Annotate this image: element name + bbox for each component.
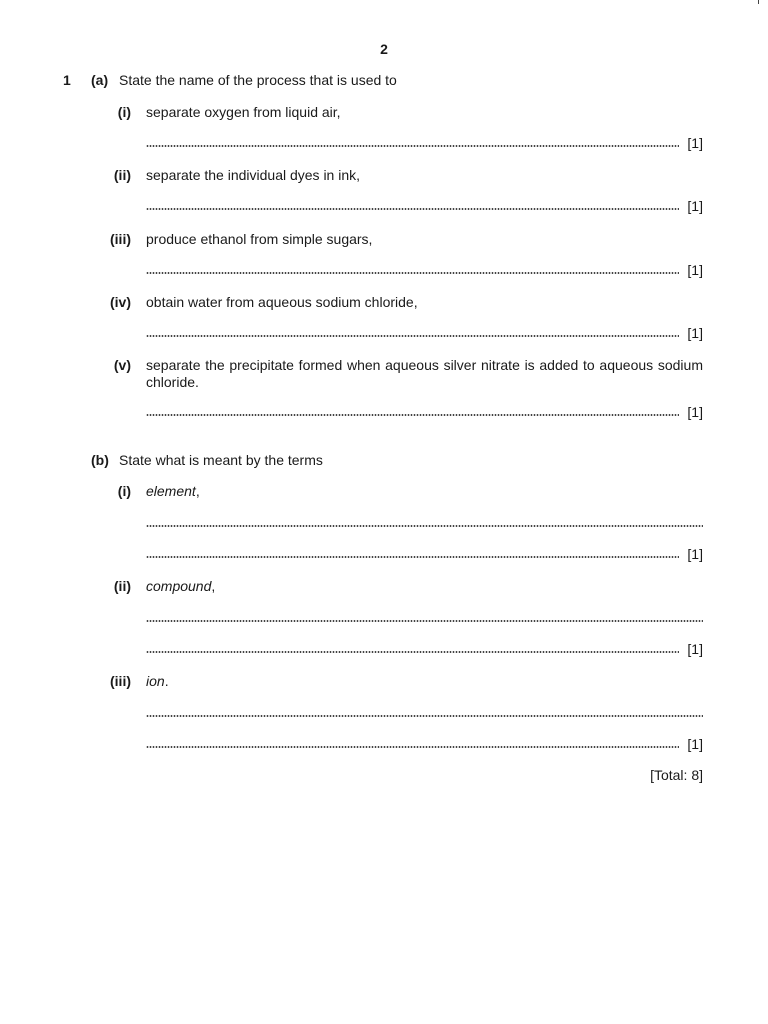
answer-line-a-ii[interactable]	[146, 197, 703, 215]
dotted-line	[146, 144, 679, 148]
part-b-prompt: State what is meant by the terms	[119, 452, 323, 468]
part-a-iii-label: (iii)	[110, 231, 131, 247]
answer-line-b-ii-1[interactable]	[146, 609, 703, 627]
total-marks: [Total: 8]	[650, 767, 703, 783]
part-b-i-label: (i)	[117, 483, 131, 499]
answer-line-b-i-1[interactable]	[146, 514, 703, 532]
mark-allocation: [1]	[687, 546, 703, 562]
part-b-iii-text	[146, 673, 169, 689]
part-b-i-text	[146, 483, 200, 499]
mark-allocation: [1]	[687, 641, 703, 657]
dotted-line	[146, 619, 703, 623]
answer-line-b-iii-2[interactable]	[146, 735, 703, 753]
part-a-iii-text: produce ethanol from simple sugars,	[146, 231, 373, 247]
part-a-i-label: (i)	[117, 104, 131, 120]
mark-allocation: [1]	[687, 262, 703, 278]
dotted-line	[146, 334, 679, 338]
part-a-i-text: separate oxygen from liquid air,	[146, 104, 341, 120]
part-a-ii-text: separate the individual dyes in ink,	[146, 167, 361, 183]
part-b-ii-label: (ii)	[113, 578, 131, 594]
mark-allocation: [1]	[687, 135, 703, 151]
part-a-label: (a)	[91, 72, 109, 88]
part-b-iii-label: (iii)	[110, 673, 131, 689]
dotted-line	[146, 714, 703, 718]
term-ion: ion	[146, 673, 165, 689]
answer-line-a-iii[interactable]	[146, 261, 703, 279]
answer-line-a-iv[interactable]	[146, 324, 703, 342]
question-number: 1	[63, 72, 71, 88]
part-a-v-text: separate the precipitate formed when aqueous silver nitrate is added to aqueous sodium chloride.	[146, 357, 703, 390]
part-a-prompt: State the name of the process that is used to	[119, 72, 397, 88]
term-punctuation: ,	[195, 483, 200, 499]
answer-line-b-iii-1[interactable]	[146, 704, 703, 722]
part-a-v-label: (v)	[113, 357, 131, 373]
dotted-line	[146, 207, 679, 211]
dotted-line	[146, 413, 679, 417]
page-number: 2	[380, 41, 388, 57]
mark-allocation: [1]	[687, 736, 703, 752]
part-b-label: (b)	[91, 452, 109, 468]
term-element: element	[146, 483, 196, 499]
mark-allocation: [1]	[687, 404, 703, 420]
part-a-ii-label: (ii)	[113, 167, 131, 183]
dotted-line	[146, 555, 679, 559]
answer-line-a-i[interactable]	[146, 134, 703, 152]
term-punctuation: ,	[211, 578, 216, 594]
dotted-line	[146, 524, 703, 528]
term-punctuation: .	[164, 673, 169, 689]
answer-line-b-i-2[interactable]	[146, 545, 703, 563]
answer-line-b-ii-2[interactable]	[146, 640, 703, 658]
mark-allocation: [1]	[687, 325, 703, 341]
answer-line-a-v[interactable]	[146, 403, 703, 421]
dotted-line	[146, 271, 679, 275]
mark-allocation: [1]	[687, 198, 703, 214]
part-b-ii-text	[146, 578, 215, 594]
part-a-iv-label: (iv)	[110, 294, 131, 310]
dotted-line	[146, 745, 679, 749]
dotted-line	[146, 650, 679, 654]
part-a-iv-text: obtain water from aqueous sodium chloride,	[146, 294, 418, 310]
corner-crop-mark	[734, 0, 768, 6]
term-compound: compound	[146, 578, 212, 594]
